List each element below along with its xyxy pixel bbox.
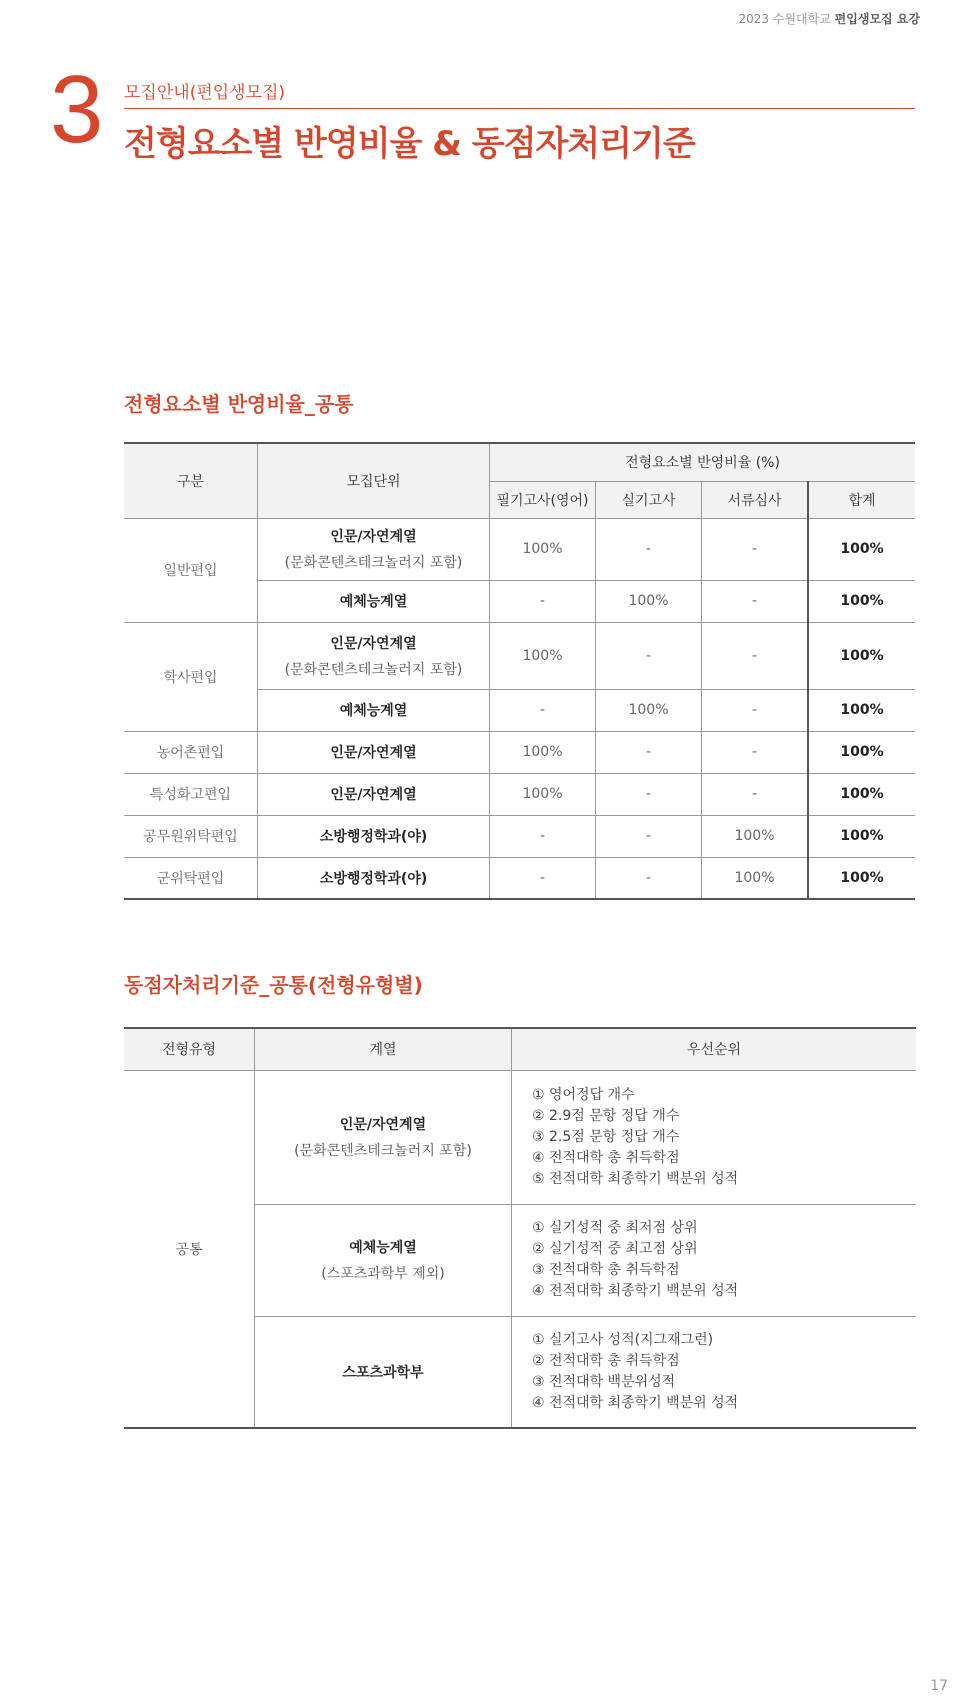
ratio-document: 100% xyxy=(702,857,809,899)
row-category: 학사편입 xyxy=(124,622,258,731)
ratio-total: 100% xyxy=(808,731,915,773)
row-unit xyxy=(258,580,490,622)
field-sublabel: (스포츠과학부 제외) xyxy=(321,1266,445,1282)
header-ratio-group: 전형요소별 반영비율 (%) xyxy=(490,443,916,481)
row-type: 공통 xyxy=(124,1070,255,1428)
ratio-written: - xyxy=(490,857,596,899)
table-row xyxy=(124,622,915,689)
ratio-practical: - xyxy=(596,518,702,580)
row-unit xyxy=(258,689,490,731)
header-school: 2023 수원대학교 xyxy=(738,12,831,26)
ratio-written: - xyxy=(490,689,596,731)
table-row xyxy=(124,857,915,899)
ratio-practical: - xyxy=(596,622,702,689)
header-unit: 모집단위 xyxy=(258,443,490,518)
priority-item: ④ 전적대학 최종학기 백분위 성적 xyxy=(532,1394,739,1411)
ratio-written: 100% xyxy=(490,773,596,815)
header-written: 필기고사(영어) xyxy=(490,481,596,518)
ratio-total: 100% xyxy=(808,580,915,622)
row-field xyxy=(255,1204,512,1316)
ratio-practical: - xyxy=(596,857,702,899)
ratio-practical: - xyxy=(596,815,702,857)
row-priorities xyxy=(512,1316,917,1428)
ratio-written: 100% xyxy=(490,518,596,580)
header-priority: 우선순위 xyxy=(512,1028,917,1070)
ratio-written: - xyxy=(490,580,596,622)
priority-item: ① 영어정답 개수 xyxy=(532,1086,635,1103)
row-category: 군위탁편입 xyxy=(124,857,258,899)
tiebreak-table-body xyxy=(124,1070,916,1428)
priority-item: ③ 전적대학 총 취득학점 xyxy=(532,1262,680,1278)
page-title: 전형요소별 반영비율 & 동점자처리기준 xyxy=(124,124,695,164)
chapter-divider xyxy=(124,108,915,109)
row-priorities xyxy=(512,1204,917,1316)
row-category: 농어촌편입 xyxy=(124,731,258,773)
priority-item: ② 2.9점 문항 정답 개수 xyxy=(532,1107,680,1124)
field-label: 예체능계열 xyxy=(349,1240,417,1256)
page-header xyxy=(739,10,920,27)
ratio-total: 100% xyxy=(808,857,915,899)
header-category: 구분 xyxy=(124,443,258,518)
priority-item: ⑤ 전적대학 최종학기 백분위 성적 xyxy=(532,1170,739,1187)
ratio-written: - xyxy=(490,815,596,857)
header-document: 서류심사 xyxy=(702,481,809,518)
unit-label: 소방행정학과(야) xyxy=(319,870,428,887)
unit-label: 예체능계열 xyxy=(339,594,408,610)
table-row xyxy=(124,1070,916,1204)
priority-item: ④ 전적대학 최종학기 백분위 성적 xyxy=(532,1283,739,1299)
ratio-total: 100% xyxy=(808,518,915,580)
field-sublabel: (문화콘텐츠테크놀러지 포함) xyxy=(294,1143,472,1159)
ratio-written: 100% xyxy=(490,622,596,689)
table-row xyxy=(124,815,915,857)
ratio-document: - xyxy=(702,580,809,622)
table-row xyxy=(124,731,915,773)
row-unit xyxy=(258,622,490,689)
section2-title: 동점자처리기준_공통(전형유형별) xyxy=(124,973,423,997)
ratio-total: 100% xyxy=(808,689,915,731)
field-label: 스포츠과학부 xyxy=(342,1364,424,1381)
priority-item: ① 실기성적 중 최저점 상위 xyxy=(532,1220,698,1236)
ratio-practical: 100% xyxy=(596,580,702,622)
table-row xyxy=(124,518,915,580)
ratio-document: - xyxy=(702,773,809,815)
row-category: 일반편입 xyxy=(124,518,258,622)
row-field xyxy=(255,1070,512,1204)
priority-item: ③ 2.5점 문항 정답 개수 xyxy=(532,1128,680,1145)
row-unit xyxy=(258,731,490,773)
table-row xyxy=(124,773,915,815)
ratio-practical: 100% xyxy=(596,689,702,731)
header-practical: 실기고사 xyxy=(596,481,702,518)
unit-label: 인문/자연계열 xyxy=(330,635,417,652)
priority-item: ④ 전적대학 총 취득학점 xyxy=(532,1149,680,1166)
ratio-total: 100% xyxy=(808,773,915,815)
row-unit xyxy=(258,857,490,899)
ratio-practical: - xyxy=(596,731,702,773)
ratio-table-body xyxy=(124,518,915,899)
ratio-document: - xyxy=(702,689,809,731)
field-label: 인문/자연계열 xyxy=(339,1117,427,1133)
header-doc-title: 편입생모집 요강 xyxy=(834,12,920,26)
header-type: 전형유형 xyxy=(124,1028,255,1070)
ratio-document: - xyxy=(702,518,809,580)
ratio-written: 100% xyxy=(490,731,596,773)
chapter-subtitle: 모집안내(편입생모집) xyxy=(124,83,286,103)
unit-sublabel: (문화콘텐츠테크놀러지 포함) xyxy=(284,555,463,571)
page-number: 17 xyxy=(930,1678,948,1694)
row-category: 특성화고편입 xyxy=(124,773,258,815)
ratio-total: 100% xyxy=(808,622,915,689)
row-field xyxy=(255,1316,512,1428)
ratio-practical: - xyxy=(596,773,702,815)
ratio-document: - xyxy=(702,622,809,689)
row-priorities xyxy=(512,1070,917,1204)
unit-label: 소방행정학과(야) xyxy=(319,829,428,845)
chapter-number: 3 xyxy=(50,56,104,163)
row-unit xyxy=(258,518,490,580)
row-category: 공무원위탁편입 xyxy=(124,815,258,857)
ratio-document: - xyxy=(702,731,809,773)
ratio-total: 100% xyxy=(808,815,915,857)
unit-label: 인문/자연계열 xyxy=(330,745,417,761)
row-unit xyxy=(258,773,490,815)
priority-item: ② 전적대학 총 취득학점 xyxy=(532,1352,680,1369)
row-unit xyxy=(258,815,490,857)
header-total: 합계 xyxy=(808,481,915,518)
priority-item: ③ 전적대학 백분위성적 xyxy=(532,1373,676,1390)
unit-sublabel: (문화콘텐츠테크놀러지 포함) xyxy=(284,661,463,678)
section1-title: 전형요소별 반영비율_공통 xyxy=(124,392,354,416)
tiebreak-table xyxy=(124,1027,916,1429)
ratio-document: 100% xyxy=(702,815,809,857)
unit-label: 인문/자연계열 xyxy=(330,787,417,803)
header-field: 계열 xyxy=(255,1028,512,1070)
ratio-table xyxy=(124,442,915,900)
priority-item: ② 실기성적 중 최고점 상위 xyxy=(532,1241,698,1257)
unit-label: 예체능계열 xyxy=(339,703,408,719)
unit-label: 인문/자연계열 xyxy=(330,529,417,545)
priority-item: ① 실기고사 성적(지그재그런) xyxy=(532,1331,714,1348)
